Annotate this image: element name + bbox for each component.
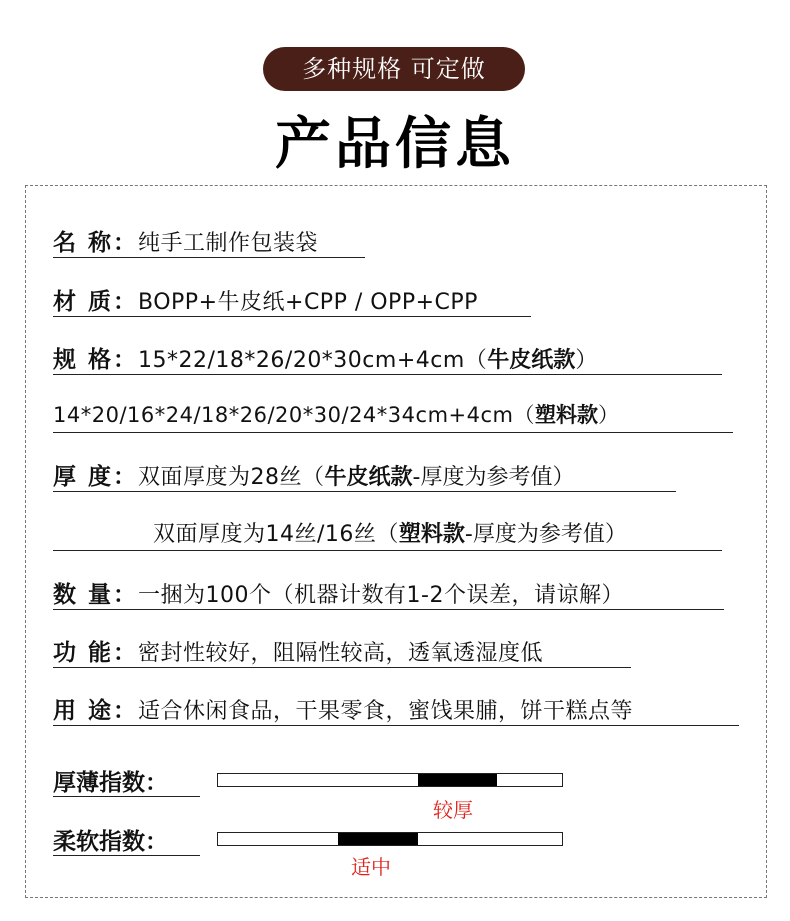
row-spec-2 [53, 399, 619, 429]
name-value: 纯手工制作包装袋 [138, 231, 319, 256]
thickness-index-level: 较厚 [433, 798, 473, 822]
thickness2-value: 双面厚度为14丝/16丝（ [153, 522, 399, 547]
name-label: 名 称： [53, 230, 139, 256]
usage-label: 用 途： [53, 698, 139, 724]
thickness2-value-end: -厚度为参考值） [464, 522, 627, 547]
softness-index-label: 柔软指数： [53, 829, 168, 855]
row-quantity [53, 576, 624, 609]
row-function [53, 634, 543, 667]
thickness-index-bar [217, 773, 563, 787]
spec2-value: 14*20/16*24/18*26/20*30/24*34cm+4cm（ [53, 403, 535, 427]
function-value: 密封性较好，阻隔性较高，透氧透湿度低 [138, 641, 544, 666]
thickness-index-label: 厚薄指数： [53, 770, 168, 796]
row-spec [53, 341, 597, 374]
material-value: BOPP+牛皮纸+CPP / OPP+CPP [138, 290, 478, 315]
softness-index-bar [217, 832, 563, 846]
thickness-label: 厚 度： [53, 464, 139, 490]
thickness-value-bold: 牛皮纸款 [324, 465, 413, 490]
page-title: 产品信息 [275, 112, 515, 177]
usage-value: 适合休闲食品，干果零食，蜜饯果脯，饼干糕点等 [138, 699, 634, 724]
spec-value-end: ） [575, 348, 598, 373]
thickness-value: 双面厚度为28丝（ [138, 465, 325, 490]
softness-index-level: 适中 [351, 855, 391, 879]
thickness2-value-bold: 塑料款 [398, 522, 465, 547]
spec-value: 15*22/18*26/20*30cm+4cm（ [138, 348, 488, 373]
quantity-value: 一捆为100个（机器计数有1-2个误差，请谅解） [138, 583, 624, 608]
row-material [53, 283, 478, 316]
softness-index-fill [338, 833, 417, 845]
function-label: 功 能： [53, 640, 139, 666]
row-thickness-2 [53, 517, 627, 548]
row-thickness-index [53, 764, 168, 797]
quantity-label: 数 量： [53, 582, 139, 608]
row-softness-index [53, 823, 168, 856]
spec-value-bold: 牛皮纸款 [487, 348, 576, 373]
material-label: 材 质： [53, 289, 139, 315]
row-name [53, 224, 318, 257]
thickness-index-fill [418, 774, 497, 786]
thickness-value-end: -厚度为参考值） [412, 465, 575, 490]
spec2-value-bold: 塑料款 [534, 403, 598, 427]
row-usage [53, 692, 633, 725]
spec-label: 规 格： [53, 347, 139, 373]
spec2-value-end: ） [597, 403, 619, 427]
row-thickness [53, 458, 574, 491]
badge-custom-sizes: 多种规格 可定做 [263, 47, 525, 91]
